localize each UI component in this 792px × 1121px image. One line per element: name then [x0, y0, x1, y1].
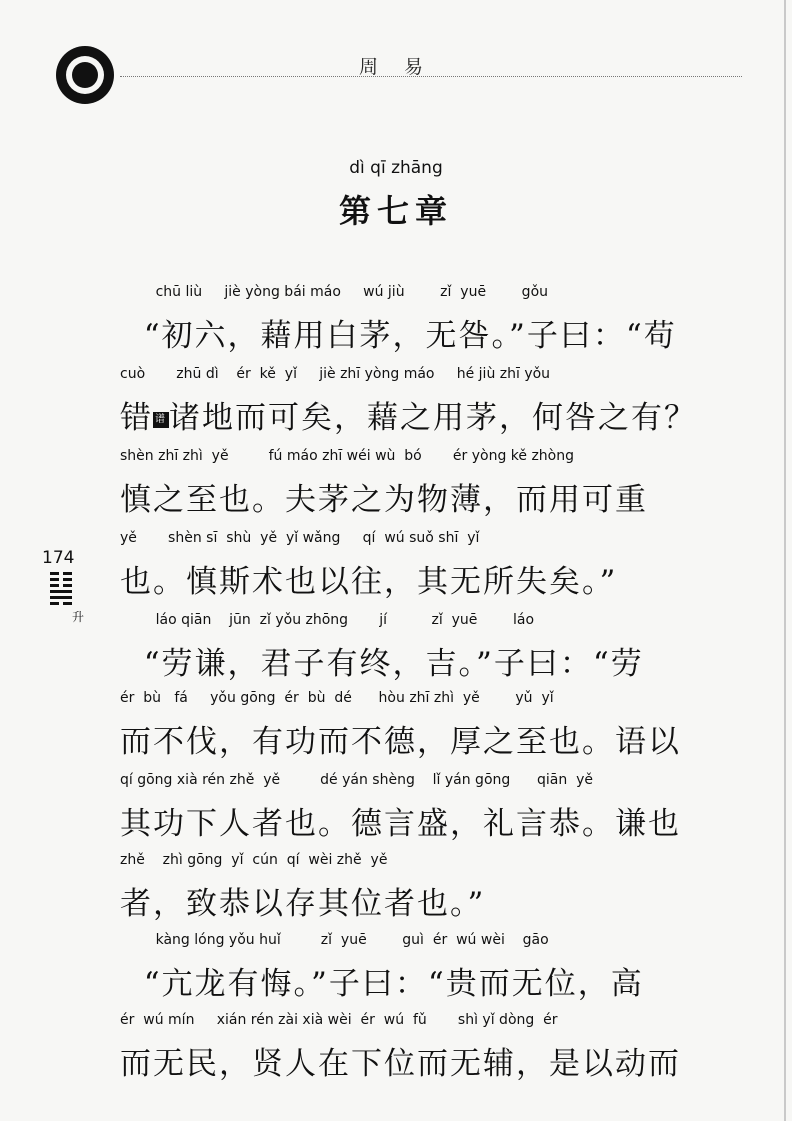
pinyin-line: ér bù fá yǒu gōng ér bù dé hòu zhī zhì yě yǔ yǐ	[120, 690, 554, 706]
hanzi-line: “亢龙有悔。”子曰：“贵而无位，高	[120, 966, 644, 1002]
pinyin-line: láo qiān jūn zǐ yǒu zhōng jí zǐ yuē láo	[120, 612, 535, 628]
pinyin-line: zhě zhì gōng yǐ cún qí wèi zhě yě	[120, 852, 388, 868]
pinyin-line: yě shèn sī shù yě yǐ wǎng qí wú suǒ shī yǐ	[120, 530, 480, 546]
pinyin-line: cuò zhū dì ér kě yǐ jiè zhī yòng máo hé jiù zhī yǒu	[120, 366, 551, 382]
hexagram-name: 升	[72, 610, 85, 624]
annotation-mark: 谱	[153, 412, 169, 428]
hanzi-line: “初六，藉用白茅，无咎。”子曰：“苟	[120, 318, 677, 354]
running-header: 周 易	[358, 56, 434, 78]
hanzi-segment: 错	[120, 400, 153, 436]
hanzi-line: 其功下人者也。德言盛，礼言恭。谦也	[120, 806, 681, 842]
pinyin-line: chū liù jiè yòng bái máo wú jiù zǐ yuē gǒu	[120, 284, 549, 300]
pinyin-line: qí gōng xià rén zhě yě dé yán shèng lǐ yán gōng qiān yě	[120, 772, 593, 788]
pinyin-line: shèn zhī zhì yě fú máo zhī wéi wù bó ér yòng kě zhòng	[120, 448, 575, 464]
page-number: 174	[42, 548, 75, 568]
pinyin-line: kàng lóng yǒu huǐ zǐ yuē guì ér wú wèi gāo	[120, 932, 549, 948]
chapter-title: 第七章	[338, 192, 453, 230]
hanzi-line: “劳谦，君子有终，吉。”子曰：“劳	[120, 646, 644, 682]
hanzi-line: 慎之至也。夫茅之为物薄，而用可重	[120, 482, 648, 518]
hanzi-line: 而无民，贤人在下位而无辅，是以动而	[120, 1046, 681, 1082]
pinyin-line: ér wú mín xián rén zài xià wèi ér wú fǔ shì yǐ dòng ér	[120, 1012, 558, 1028]
hexagram-icon	[50, 572, 72, 608]
chapter-pinyin: dì qī zhāng	[349, 158, 443, 178]
hanzi-line: 而不伐，有功而不德，厚之至也。语以	[120, 724, 681, 760]
hanzi-line	[120, 392, 745, 437]
hanzi-segment: 诸地而可矣，藉之用茅，何咎之有？	[169, 400, 697, 436]
hanzi-line: 者，致恭以存其位者也。”	[120, 886, 486, 922]
hanzi-line: 也。慎斯术也以往，其无所失矣。”	[120, 564, 618, 600]
